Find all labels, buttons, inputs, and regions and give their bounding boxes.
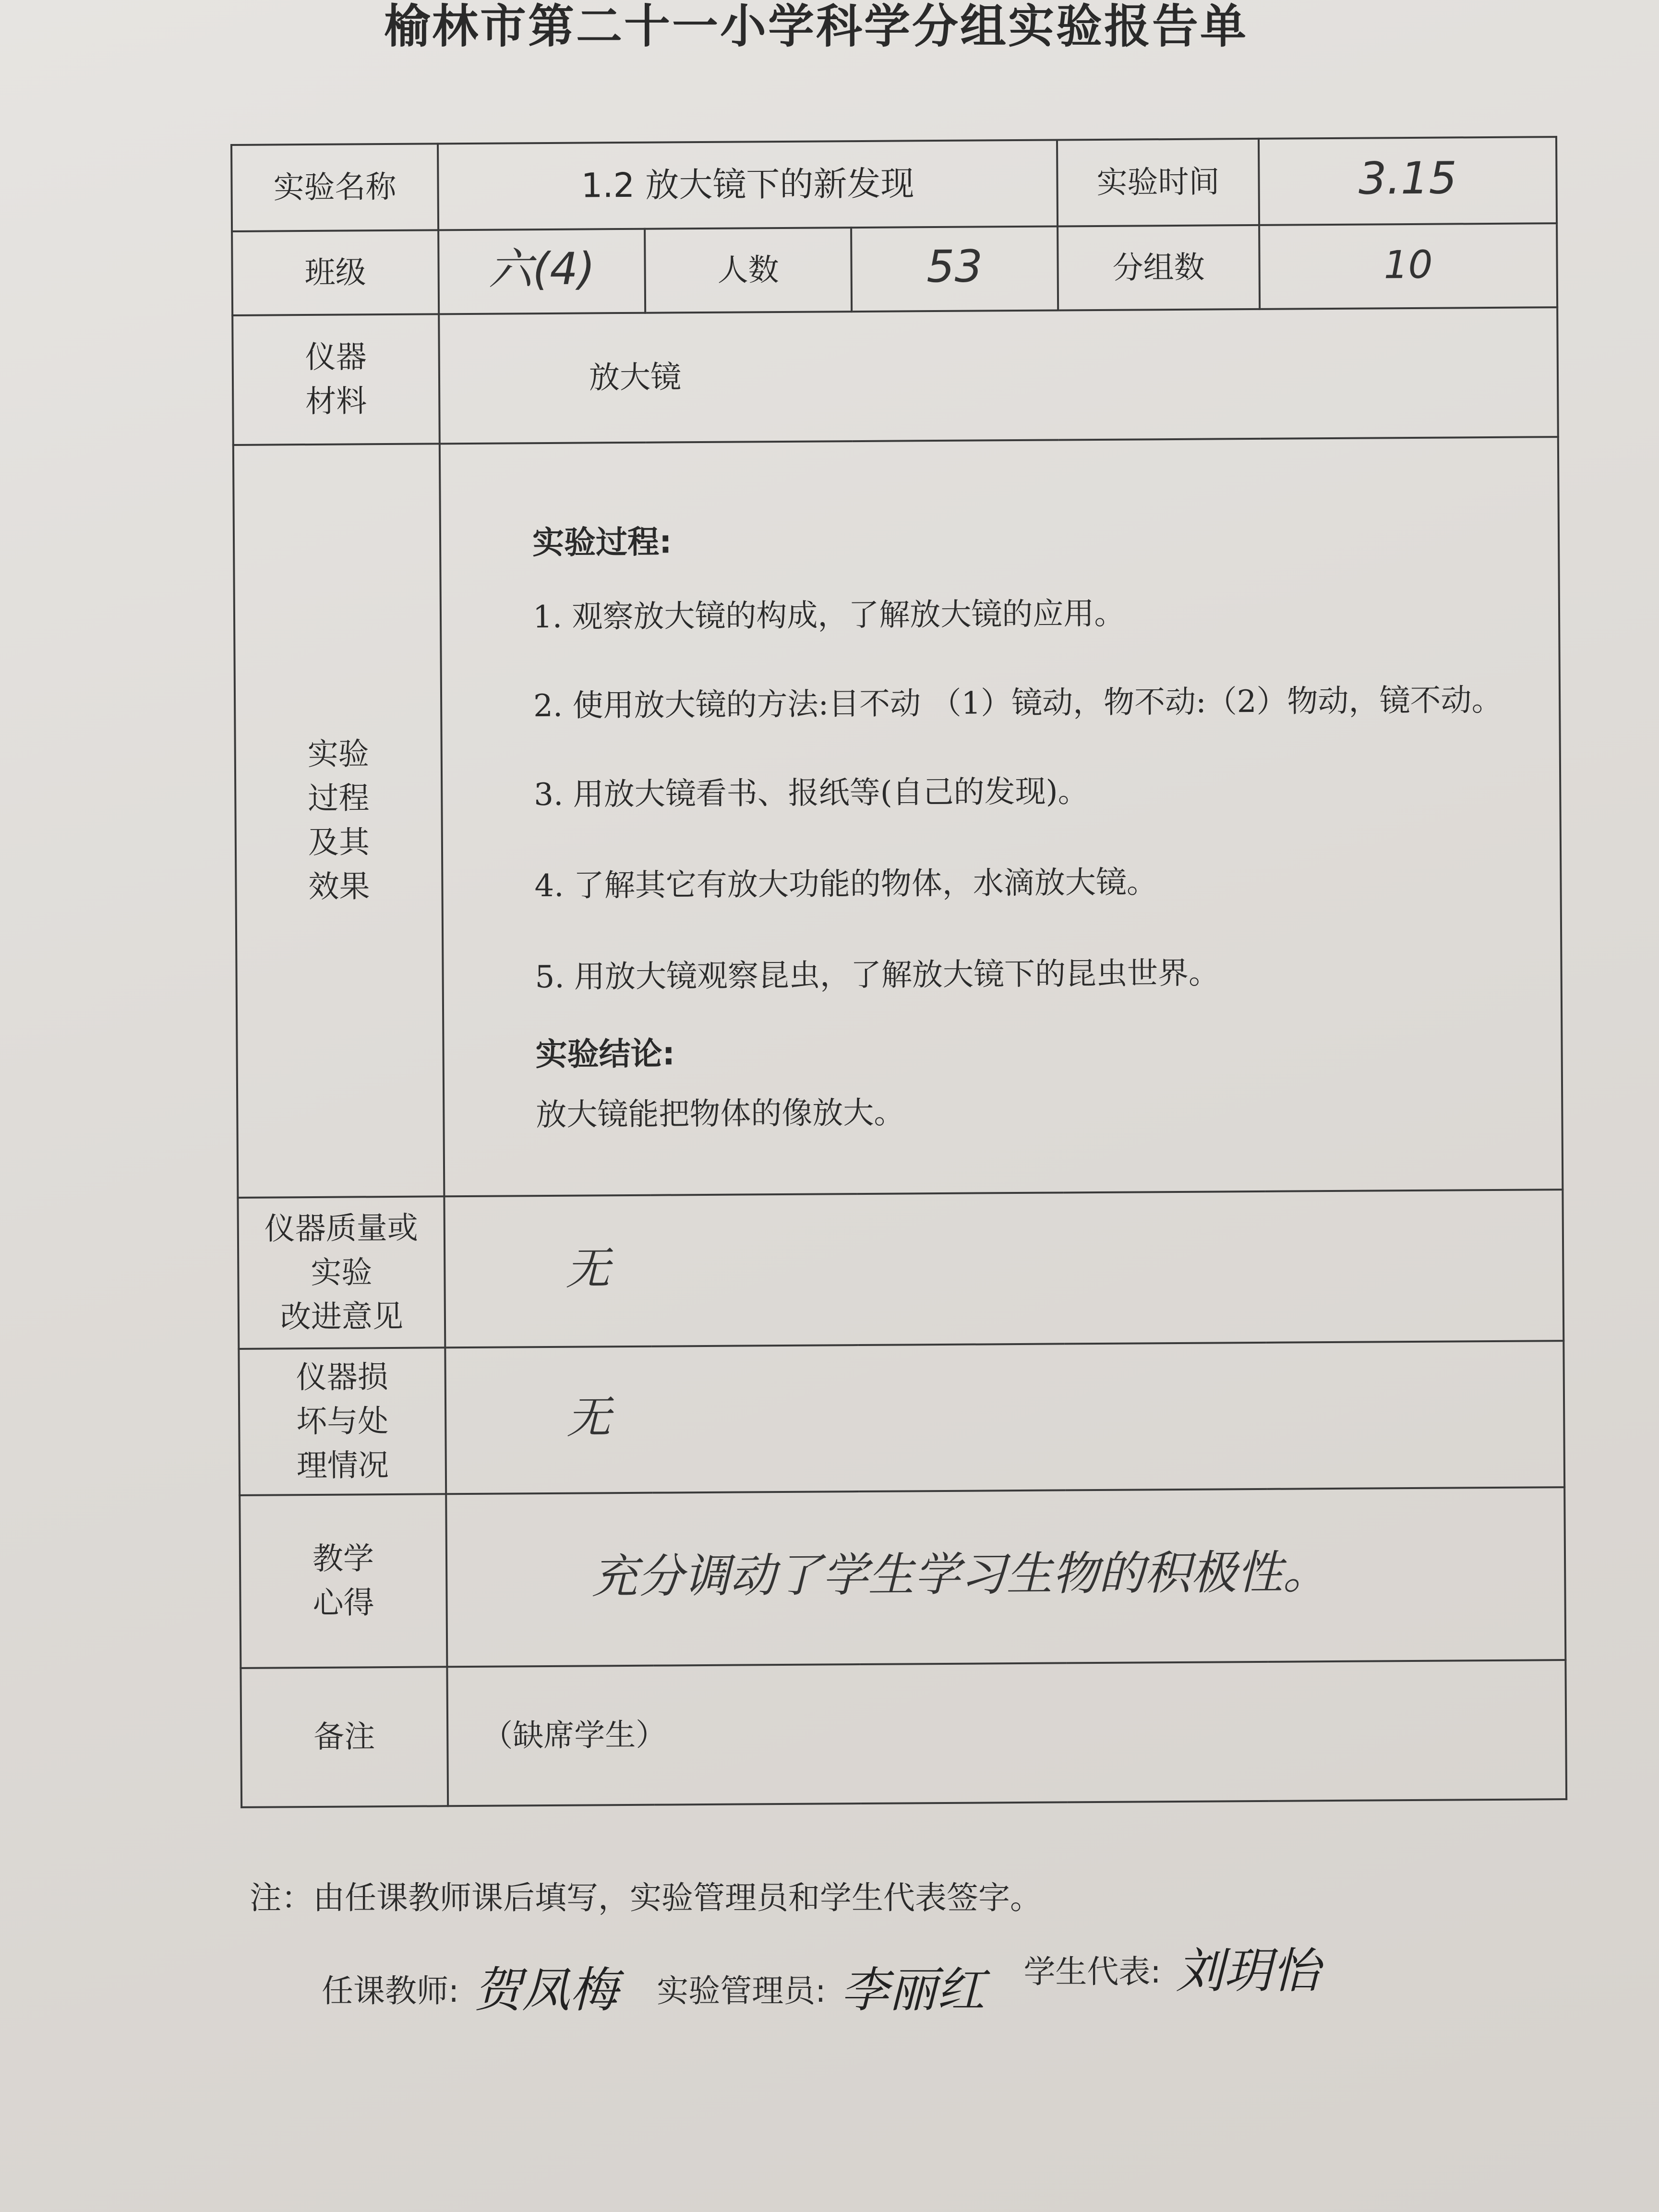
equipment-value <box>439 307 1558 444</box>
class-label: 班级 <box>232 230 439 315</box>
experiment-time-label: 实验时间 <box>1057 139 1259 227</box>
process-label-line-3: 及其 <box>308 825 370 861</box>
damage-handwritten: 无 <box>566 1391 611 1443</box>
quality-label-line-3: 改进意见 <box>280 1298 404 1335</box>
damage-label-line-3: 理情况 <box>296 1447 389 1484</box>
teacher-signature: 贺凤梅 <box>474 1962 618 2018</box>
equipment-label-line-1: 仪器 <box>305 339 367 376</box>
teaching-handwritten: 充分调动了学生学习生物的积极性。 <box>591 1545 1329 1604</box>
row-process <box>233 437 1563 1198</box>
remarks-label: 备注 <box>240 1667 448 1807</box>
experiment-time-value <box>1259 137 1557 225</box>
quality-value <box>444 1190 1563 1347</box>
quality-handwritten: 无 <box>565 1242 610 1295</box>
groups-handwritten: 10 <box>1383 242 1433 287</box>
row-experiment-name <box>231 137 1557 231</box>
admin-signature: 李丽红 <box>841 1962 985 2018</box>
footer-note: 注：由任课教师课后填写，实验管理员和学生代表签字。 <box>250 1879 1042 1916</box>
equipment-label-line-2: 材料 <box>305 384 367 420</box>
process-label-line-2: 过程 <box>308 781 370 817</box>
process-step-3: 3. 用放大镜看书、报纸等(自己的发现)。 <box>534 774 1089 813</box>
row-remarks <box>240 1660 1566 1807</box>
damage-label <box>239 1347 446 1495</box>
groups-label: 分组数 <box>1058 225 1260 311</box>
process-label-line-4: 效果 <box>308 869 370 905</box>
experiment-name-value <box>438 140 1058 230</box>
process-step-2: 2. 使用放大镜的方法:目不动 （1）镜动，物不动:（2）物动，镜不动。 <box>533 682 1503 724</box>
process-label-line-1: 实验 <box>307 736 369 773</box>
student-label: 学生代表: <box>1023 1953 1161 1990</box>
report-form <box>230 136 1565 1834</box>
teaching-label-line-2: 心得 <box>313 1585 374 1622</box>
remarks-text: （缺席学生） <box>482 1717 667 1754</box>
quality-label-line-1: 仪器质量或 <box>264 1210 419 1247</box>
headcount-value <box>851 226 1058 312</box>
process-step-5: 5. 用放大镜观察昆虫，了解放大镜下的昆虫世界。 <box>535 955 1220 996</box>
process-heading: 实验过程: <box>532 523 672 562</box>
signature-line <box>250 1932 1546 2020</box>
teaching-label <box>240 1494 447 1668</box>
damage-label-line-1: 仪器损 <box>296 1359 388 1395</box>
headcount-label: 人数 <box>645 228 852 313</box>
footer <box>250 1872 1546 2020</box>
quality-label <box>238 1196 445 1349</box>
quality-label-line-2: 实验 <box>311 1254 373 1291</box>
conclusion-text: 放大镜能把物体的像放大。 <box>536 1095 905 1133</box>
conclusion-heading: 实验结论: <box>535 1035 675 1073</box>
damage-label-line-2: 坏与处 <box>296 1403 389 1440</box>
headcount-handwritten: 53 <box>926 240 983 292</box>
groups-value <box>1259 223 1557 309</box>
admin-label: 实验管理员: <box>657 1972 826 2009</box>
teacher-label: 任课教师: <box>322 1972 459 2009</box>
remarks-value <box>447 1660 1566 1806</box>
report-table <box>230 136 1567 1808</box>
experiment-name-label: 实验名称 <box>231 144 438 231</box>
equipment-label <box>232 314 440 445</box>
process-content <box>440 437 1563 1196</box>
row-quality <box>238 1190 1563 1349</box>
document-title: 榆林市第二十一小学科学分组实验报告单 <box>384 0 1248 53</box>
row-teaching <box>240 1487 1565 1668</box>
row-class-info <box>232 223 1557 315</box>
student-signature: 刘玥怡 <box>1176 1943 1320 1999</box>
process-step-4: 4. 了解其它有放大功能的物体，水滴放大镜。 <box>534 865 1158 904</box>
row-equipment <box>232 307 1558 445</box>
class-value <box>438 229 645 314</box>
damage-value <box>445 1341 1564 1494</box>
experiment-time-handwritten: 3.15 <box>1358 152 1457 204</box>
experiment-name-text: 1.2 放大镜下的新发现 <box>581 163 914 205</box>
row-damage <box>239 1341 1564 1495</box>
teaching-label-line-1: 教学 <box>312 1541 374 1577</box>
equipment-text: 放大镜 <box>589 360 682 396</box>
class-handwritten: 六(4) <box>488 242 596 295</box>
process-label <box>233 444 445 1198</box>
teaching-value <box>446 1487 1565 1667</box>
process-step-1: 1. 观察放大镜的构成，了解放大镜的应用。 <box>532 596 1125 636</box>
